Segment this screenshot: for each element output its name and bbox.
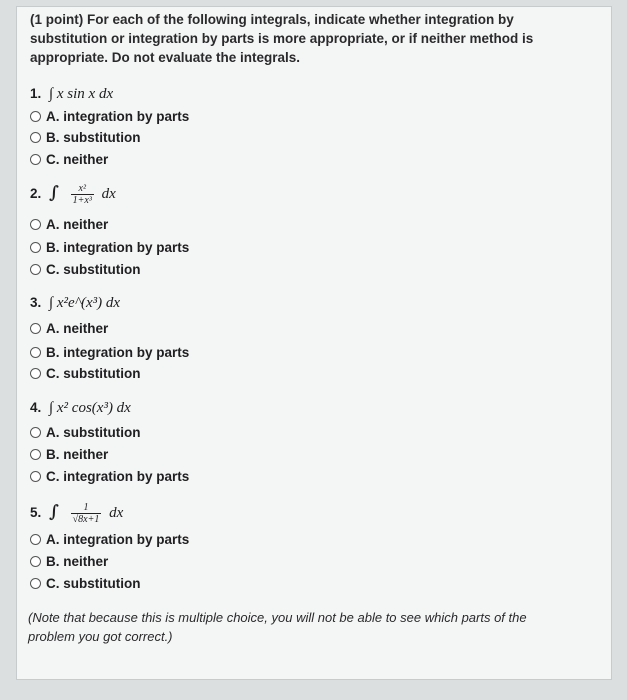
option-3c[interactable]: C. substitution [30,366,141,381]
radio-button[interactable] [30,471,41,482]
question-number: 3. [30,295,42,310]
option-2b[interactable]: B. integration by parts [30,240,189,255]
fraction: $\frac{\text{x²}}{\text{1+x³}}$ [72,183,92,206]
fraction: $\frac{1}{√8x+1}$ [72,502,100,525]
question-5: 5. ∫ $\frac{1}{√8x+1}$ dx [30,502,124,525]
radio-button[interactable] [30,219,41,230]
question-3 [30,295,120,312]
option-1c[interactable]: C. neither [30,152,108,167]
option-5a[interactable]: A. integration by parts [30,532,189,547]
radio-button[interactable] [30,111,41,122]
option-3b[interactable]: B. integration by parts [30,345,189,360]
option-5b[interactable]: B. neither [30,554,108,569]
option-3a[interactable]: A. neither [30,321,108,336]
question-1 [30,86,113,103]
radio-button[interactable] [30,347,41,358]
option-4c[interactable]: C. integration by parts [30,469,189,484]
problem-instructions: (1 point) For each of the following integrals, indicate whether integration by substitution or integration by parts is more appropriate, or if neither method is appropriate. Do not evaluate the integrals. [30,12,534,65]
question-number: 2. [30,186,42,202]
option-1b[interactable]: B. substitution [30,130,141,145]
radio-button[interactable] [30,323,41,334]
radio-button[interactable] [30,556,41,567]
integral-expression: ∫ x sin x dx [49,86,114,102]
integral-expression: ∫ x²e^(x³) dx [49,295,121,311]
option-2a[interactable]: A. neither [30,217,108,232]
option-1a[interactable]: A. integration by parts [30,109,189,124]
radio-button[interactable] [30,132,41,143]
radio-button[interactable] [30,427,41,438]
integral-expression: ∫ x² cos(x³) dx [49,400,131,416]
question-number: 5. [30,505,42,521]
integral-sign: ∫ [49,502,59,523]
integral-sign: ∫ [49,183,59,204]
radio-button[interactable] [30,242,41,253]
footer-note: (Note that because this is multiple choice, you will not be able to see which parts of the problem you got correct.) [28,610,527,644]
question-2: 2. ∫ $\frac{\text{x²}}{\text{1+x³}}$ dx [30,183,116,206]
question-4 [30,400,131,417]
question-number: 4. [30,400,42,415]
radio-button[interactable] [30,449,41,460]
option-2c[interactable]: C. substitution [30,262,141,277]
radio-button[interactable] [30,264,41,275]
radio-button[interactable] [30,368,41,379]
option-4b[interactable]: B. neither [30,447,108,462]
radio-button[interactable] [30,154,41,165]
radio-button[interactable] [30,534,41,545]
radio-button[interactable] [30,578,41,589]
question-number: 1. [30,86,42,101]
option-4a[interactable]: A. substitution [30,425,141,440]
option-5c[interactable]: C. substitution [30,576,141,591]
